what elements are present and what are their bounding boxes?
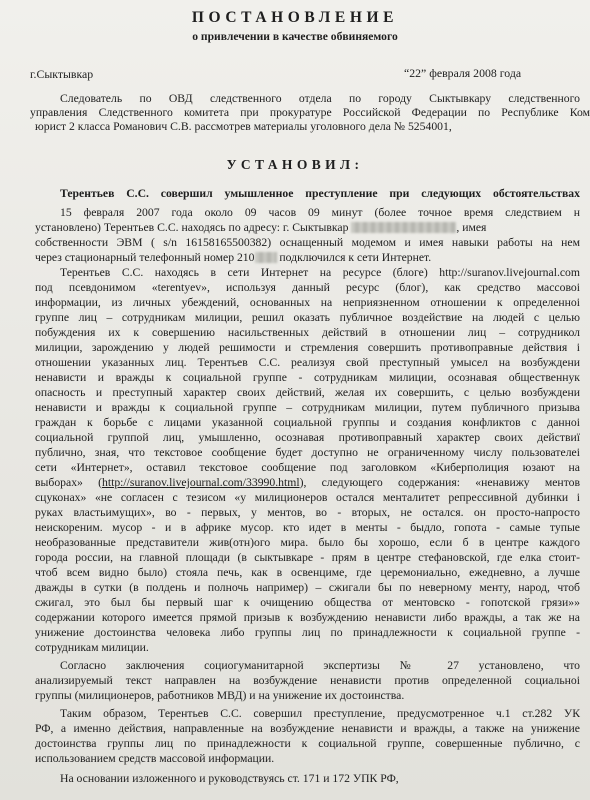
- body-line: граждан к борьбе с лицами указанной социальной группы и создания конфликтов с данноі: [35, 416, 580, 429]
- section-title: УСТАНОВИЛ:: [226, 157, 364, 172]
- body-line: группы (милиционеров, работников МВД) и на унижение их достоинства.: [35, 689, 405, 702]
- document-subtitle: о привлечении в качестве обвиняемого: [192, 30, 398, 43]
- body-line: неискореним. мусор - и в африке мусор. кто идет в менты - быдло, гопота - самые тупые: [35, 521, 580, 534]
- document-title: ПОСТАНОВЛЕНИЕ: [191, 9, 399, 26]
- body-line: Таким образом, Терентьев С.С. совершил преступление, предусмотренное ч.1 ст.282 УК: [60, 707, 580, 720]
- body-line: Согласно заключения социогуманитарной экспертизы № 27 установлено, что: [60, 659, 580, 672]
- city: г.Сыктывкар: [30, 67, 94, 81]
- body-line: достоинства группы лиц по принадлежности к социальной группе, совершенные публично, с: [35, 737, 580, 750]
- body-line: отношении указанных лиц. Терентьев С.С. реализуя свой преступный умысел на возбуждени: [35, 356, 580, 369]
- lead-paragraph: Терентьев С.С. совершил умышленное преступление при следующих обстоятельствах: [60, 187, 580, 200]
- body-line: руках властьимущих», во - первых, у ментов, во - вторых, не остался. он просто-напросто: [35, 506, 580, 519]
- body-line: чтоб всем видно было) стояла печь, как в освенциме, где церемониально, ежедневно, а лучше: [35, 566, 580, 579]
- body-line: ненависти и вражды к социальной группе - сотрудникам милиции, осознавая общественнук: [35, 371, 580, 384]
- body-line: через стационарный телефонный номер 210 подключился к сети Интернет.: [35, 251, 432, 264]
- body-line: под псевдонимом «terentyev», используя данный ресурс (блог), как средство массовоі: [35, 281, 580, 294]
- intro-line: юрист 2 класса Романович С.В. рассмотрев материалы уголовного дела № 5254001,: [35, 120, 452, 133]
- blog-link: http://suranov.livejournal.com/33990.html: [102, 476, 300, 489]
- body-line: социальной группой лиц, умышленно, осознавая противоправный характер своих действиї: [35, 431, 580, 444]
- redacted-address: [351, 222, 456, 233]
- body-line: информации, из личных убеждений, основанных на неприязненном отношении к определенноі: [35, 296, 580, 309]
- body-line: группе лиц – сотрудникам милиции, решил оказать публичное воздействие на людей с целью: [35, 311, 580, 324]
- body-line: публично, зная, что текстовое сообщение будет доступно не ограниченному числу пользователеі: [35, 446, 580, 459]
- body-line: Терентьев С.С. находясь в сети Интернет на ресурсе (блоге) http://suranov.livejournal.com: [60, 266, 580, 279]
- intro-line: управления Следственного комитета при прокуратуре Российской Федерации по Республике Ком: [30, 106, 590, 119]
- body-line: РФ, а именно действия, направленные на возбуждение ненависти и вражды, а также на унижение: [35, 722, 580, 735]
- body-line: необразованные представители жив(отн)ого мира. было бы хорошо, если б в центре каждого: [35, 536, 580, 549]
- body-line: использованием средств массовой информации.: [35, 752, 275, 765]
- body-line: На основании изложенного и руководствуясь ст. 171 и 172 УПК РФ,: [60, 772, 399, 785]
- body-line: побуждения их к совершению насильственных действий в отношении лиц – сотрудникол: [35, 326, 580, 339]
- body-line: анализируемый текст направлен на возбуждение ненависти против определенной социальноі: [35, 674, 580, 687]
- body-line: сети «Интернет», оставил текстовое сообщение под заголовком «Киберполиция юзают на: [35, 461, 580, 474]
- body-line: содержании которого имеется прямой призыв к возбуждению ненависти либо вражды, а так же на: [35, 611, 580, 624]
- body-line: сжигал, это был бы первый шаг к очищению общества от ментовско - гопотской грязи»»: [35, 596, 580, 609]
- body-line: опасность и преступный характер своих действий, желая их совершить, с целью возбуждени: [35, 386, 580, 399]
- body-line: дважды в сутки (в полдень и полночь например) – сжигали бы по неверному менту, народ, чтоб: [35, 581, 580, 594]
- body-line: милиции, зарождению у людей решимости и стремления совершить противоправные действия і: [35, 341, 580, 354]
- body-line: ненависти и вражды к социальной группе – сотрудникам милиции, путем публичного призыва: [35, 401, 580, 414]
- body-line: унижение достоинства человека либо группы лиц по принадлежности к социальной группе -: [35, 626, 580, 639]
- body-line: установлено) Терентьев С.С. находясь по адресу: г. Сыктывкар , имея: [35, 221, 487, 234]
- document-date: “22” февраля 2008 года: [404, 66, 522, 80]
- body-line: 15 февраля 2007 года около 09 часов 09 минут (более точное время следствием н: [60, 206, 580, 219]
- body-line: сотрудникам милиции.: [35, 641, 149, 654]
- intro-line: Следователь по ОВД следственного отдела по городу Сыктывкару следственного: [60, 92, 580, 105]
- body-line: сцуконах» «не согласен с тезисом «у милиционеров остался менталитет репрессивной дубинки і: [35, 491, 580, 504]
- body-line: выборах» (http://suranov.livejournal.com/33990.html), следующего содержания: «ненавижу ментов: [35, 476, 581, 489]
- body-line: города россии, на главной площади (в сыктывкаре - прям в центре стефановской, где елка стоит-: [35, 551, 580, 564]
- body-line: собственности ЭВМ ( s/n 16158165500382) оснащенный модемом и имея навыки работы на нем: [35, 236, 580, 249]
- redacted-phone: [255, 252, 277, 263]
